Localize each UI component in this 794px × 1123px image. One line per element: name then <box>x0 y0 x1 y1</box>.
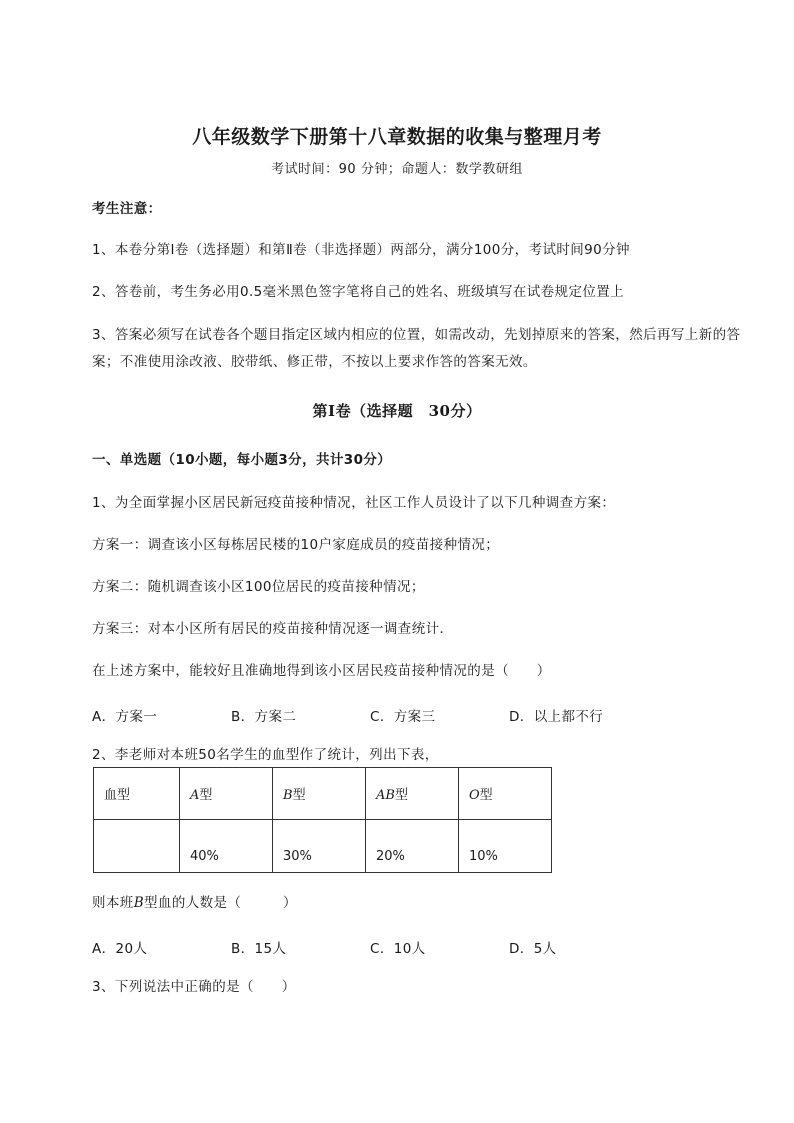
q1-option-a[interactable]: A．方案一 <box>92 709 158 725</box>
table-row <box>94 820 552 873</box>
q1-option-b[interactable]: B．方案二 <box>231 709 297 725</box>
q1-plan-1: 方案一：调查该小区每栋居民楼的10户家庭成员的疫苗接种情况； <box>92 537 500 553</box>
page-title: 八年级数学下册第十八章数据的收集与整理月考 <box>192 126 602 148</box>
blood-type-table <box>93 767 552 873</box>
table-cell: 10% <box>459 820 552 873</box>
q1-option-c[interactable]: C．方案三 <box>370 709 436 725</box>
table-header-cell: 血型 <box>94 768 180 820</box>
exam-info: 考试时间：90 分钟；命题人：数学教研组 <box>271 162 523 177</box>
section-title: 第Ⅰ卷（选择题 30分） <box>312 402 482 420</box>
q2-question: 则本班B型血的人数是（ ） <box>92 895 297 911</box>
q1-plan-2: 方案二：随机调查该小区100位居民的疫苗接种情况； <box>92 579 425 595</box>
notice-heading: 考生注意： <box>92 201 162 217</box>
notice-item-3: 3、答案必须写在试卷各个题目指定区域内相应的位置，如需改动，先划掉原来的答案，然后再写上新的答案；不准使用涂改液、胶带纸、修正带，不按以上要求作答的答案无效。 <box>92 327 741 370</box>
q2-option-c[interactable]: C．10人 <box>370 941 426 957</box>
q1-stem: 1、为全面掌握小区居民新冠疫苗接种情况，社区工作人员设计了以下几种调查方案： <box>92 495 616 511</box>
q2-stem: 2、李老师对本班50名学生的血型作了统计，列出下表， <box>92 747 439 763</box>
q3-stem: 3、下列说法中正确的是（ ） <box>92 979 296 995</box>
notice-item-1: 1、本卷分第Ⅰ卷（选择题）和第Ⅱ卷（非选择题）两部分，满分100分，考试时间90分钟 <box>92 242 630 258</box>
q2-option-b[interactable]: B．15人 <box>231 941 287 957</box>
table-header-cell: A型 <box>180 768 273 820</box>
table-cell: 30% <box>273 820 366 873</box>
table-header-cell: AB型 <box>366 768 459 820</box>
q1-option-d[interactable]: D．以上都不行 <box>509 709 604 725</box>
part-heading: 一、单选题（10小题，每小题3分，共计30分） <box>92 452 392 468</box>
table-cell: 40% <box>180 820 273 873</box>
q2-option-a[interactable]: A．20人 <box>92 941 148 957</box>
notice-item-2: 2、答卷前，考生务必用0.5毫米黑色签字笔将自己的姓名、班级填写在试卷规定位置上 <box>92 284 625 300</box>
table-cell: 20% <box>366 820 459 873</box>
q1-plan-3: 方案三：对本小区所有居民的疫苗接种情况逐一调查统计． <box>92 621 454 637</box>
q1-question: 在上述方案中，能较好且准确地得到该小区居民疫苗接种情况的是（ ） <box>92 663 551 679</box>
table-cell <box>94 820 180 873</box>
table-header-cell: O型 <box>459 768 552 820</box>
table-header-cell: B型 <box>273 768 366 820</box>
table-row <box>94 768 552 820</box>
q2-option-d[interactable]: D．5人 <box>509 941 557 957</box>
